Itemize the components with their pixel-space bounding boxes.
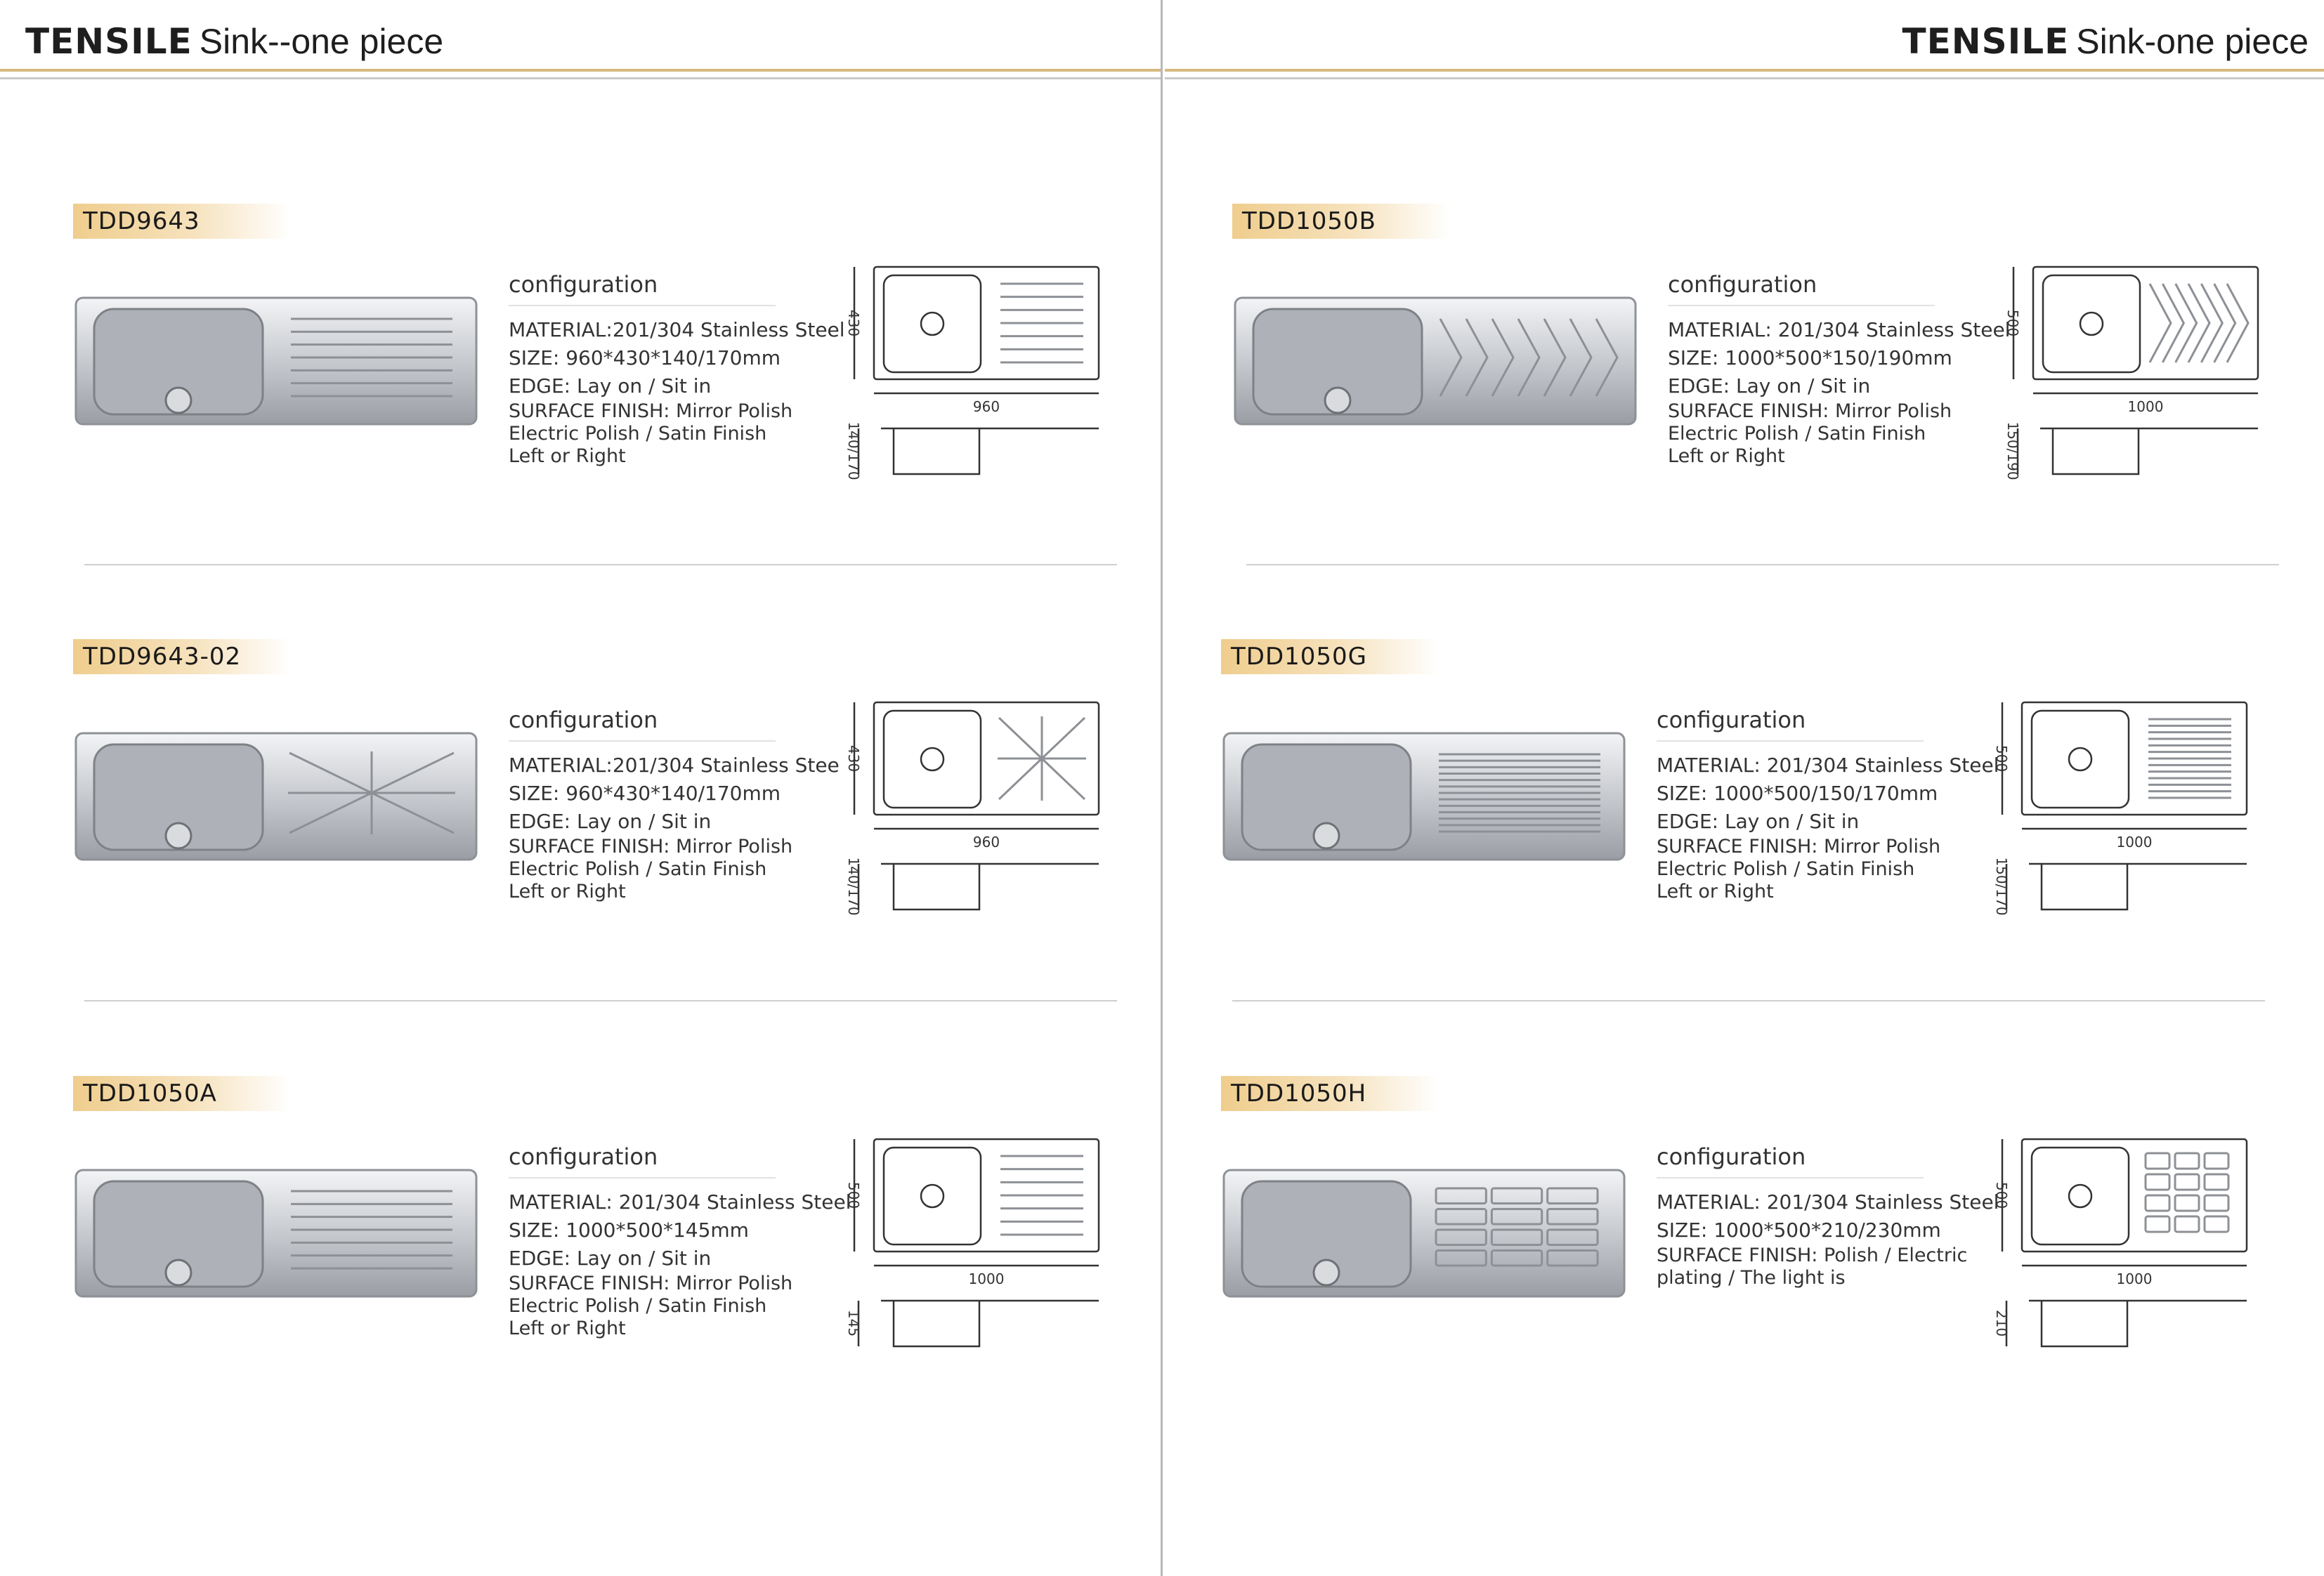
sink-photo xyxy=(1232,288,1640,442)
drainboard-groove xyxy=(2227,284,2248,362)
dim-depth-label: 210 xyxy=(1993,1309,2010,1337)
dim-length-label: 1000 xyxy=(2116,834,2153,851)
drawing-frame xyxy=(1987,1132,2254,1388)
spec-edge: EDGE: Lay on / Sit in xyxy=(1668,374,1871,398)
spec-block xyxy=(1668,271,2010,468)
product-code-tag: TDD9643-02 xyxy=(73,639,291,674)
drawing-side-bowl xyxy=(2042,864,2127,910)
spec-block xyxy=(509,707,840,903)
header-rule-gold xyxy=(1165,69,2324,72)
spec-heading: configuration xyxy=(509,1143,776,1178)
drawing-drain-icon xyxy=(921,1185,944,1207)
dim-width-label: 500 xyxy=(1993,744,2010,773)
drainboard-groove xyxy=(2214,284,2235,362)
page-header xyxy=(1902,21,2309,62)
drainboard-cell xyxy=(2146,1216,2169,1232)
product-code-tag: TDD1050A xyxy=(73,1076,291,1111)
dim-width-label: 500 xyxy=(845,1181,862,1209)
spec-size: SIZE: 1000*500*150/190mm xyxy=(1668,346,1952,369)
drawing-drainboard xyxy=(2146,1153,2228,1232)
technical-drawing xyxy=(839,695,1106,948)
spec-finish: Left or Right xyxy=(509,1318,626,1339)
spec-material: MATERIAL: 201/304 Stainless Steel xyxy=(1668,318,2011,341)
section-divider xyxy=(1232,1000,2265,1002)
spec-finish: Electric Polish / Satin Finish xyxy=(509,1295,767,1317)
page-header xyxy=(25,21,443,62)
drawing-bowl xyxy=(2043,275,2140,372)
drawing-frame xyxy=(1998,260,2265,516)
dim-width-label: 430 xyxy=(845,744,862,773)
drawing-drainboard xyxy=(1000,284,1083,362)
sink-photo-frame xyxy=(1221,1160,1628,1318)
dim-width-label: 500 xyxy=(1993,1181,2010,1209)
drain-icon xyxy=(166,823,191,848)
sink-photo xyxy=(1221,1160,1628,1315)
drawing-bowl xyxy=(2032,1148,2129,1245)
drawing-bowl xyxy=(884,275,981,372)
technical-drawing xyxy=(1987,1132,2254,1385)
drainboard-groove xyxy=(2201,284,2222,362)
drainboard-groove xyxy=(2150,284,2171,362)
header-rule-gold xyxy=(0,69,1161,72)
spec-material: MATERIAL: 201/304 Stainless Steel xyxy=(1657,754,1999,777)
spec-edge: EDGE: Lay on / Sit in xyxy=(1657,810,1860,833)
drainboard-cell xyxy=(2146,1195,2169,1211)
spec-size: SIZE: 1000*500*145mm xyxy=(509,1219,749,1242)
drain-icon xyxy=(1314,1260,1339,1285)
drain-icon xyxy=(166,388,191,413)
drainboard-cell xyxy=(2146,1174,2169,1190)
drainboard-cell xyxy=(2205,1174,2228,1190)
drainboard-cell xyxy=(2146,1153,2169,1169)
spec-size: SIZE: 960*430*140/170mm xyxy=(509,782,781,805)
dim-depth-label: 150/190 xyxy=(2004,421,2021,480)
drawing-drainboard xyxy=(998,716,1086,801)
drainboard-cell xyxy=(2175,1195,2199,1211)
spec-finish: Electric Polish / Satin Finish xyxy=(509,423,767,445)
dim-width-label: 430 xyxy=(845,309,862,337)
spec-heading: configuration xyxy=(1668,271,1935,306)
dim-length-label: 1000 xyxy=(2127,398,2164,415)
dim-depth-label: 150/170 xyxy=(1993,857,2010,916)
drawing-drainboard xyxy=(2148,719,2231,798)
spec-heading: configuration xyxy=(509,707,776,742)
spec-material: MATERIAL: 201/304 Stainless Steel xyxy=(509,1190,851,1214)
spec-material: MATERIAL:201/304 Stainless Stee xyxy=(509,754,840,777)
dim-width-label: 500 xyxy=(2004,309,2021,337)
drawing-drain-icon xyxy=(2069,748,2091,770)
drawing-bowl xyxy=(884,1148,981,1245)
spec-heading: configuration xyxy=(509,271,776,306)
product-card xyxy=(73,1076,1127,1511)
spec-finish: SURFACE FINISH: Mirror Polish xyxy=(1668,400,1952,422)
sink-photo-frame xyxy=(73,1160,481,1318)
drawing-drain-icon xyxy=(921,313,944,335)
spec-finish: Left or Right xyxy=(1668,445,1785,467)
spec-finish: SURFACE FINISH: Mirror Polish xyxy=(509,400,793,422)
section-divider xyxy=(84,1000,1117,1002)
drainboard-cell xyxy=(2205,1195,2228,1211)
spec-finish: SURFACE FINISH: Mirror Polish xyxy=(509,836,793,858)
drawing-side-bowl xyxy=(894,428,979,474)
spec-block xyxy=(509,271,845,468)
dim-depth-label: 145 xyxy=(845,1309,862,1337)
drawing-drain-icon xyxy=(2069,1185,2091,1207)
brand-name: TENSILE xyxy=(25,21,192,62)
technical-drawing xyxy=(839,260,1106,513)
product-card xyxy=(73,204,1127,639)
spec-finish: Left or Right xyxy=(1657,881,1774,902)
drain-icon xyxy=(1325,388,1350,413)
drawing-drainboard xyxy=(2150,284,2248,362)
drainboard-groove xyxy=(2176,284,2197,362)
drain-icon xyxy=(1314,823,1339,848)
product-code-tag: TDD1050G xyxy=(1221,639,1439,674)
drainboard-groove xyxy=(2162,284,2183,362)
brand-name: TENSILE xyxy=(1902,21,2070,62)
product-code-tag: TDD1050B xyxy=(1232,204,1450,239)
spec-material: MATERIAL:201/304 Stainless Steel xyxy=(509,318,845,341)
drawing-side-bowl xyxy=(894,864,979,910)
spec-size: SIZE: 1000*500/150/170mm xyxy=(1657,782,1938,805)
spec-finish: Electric Polish / Satin Finish xyxy=(1657,858,1915,880)
sink-photo-frame xyxy=(73,723,481,881)
drainboard-cell xyxy=(2205,1216,2228,1232)
sink-photo xyxy=(1221,723,1628,878)
drawing-top-view xyxy=(2033,267,2258,379)
spec-finish: SURFACE FINISH: Polish / Electric xyxy=(1657,1245,1968,1266)
spec-finish: Left or Right xyxy=(509,881,626,902)
spec-edge: EDGE: Lay on / Sit in xyxy=(509,374,712,398)
product-card xyxy=(1232,204,2286,639)
spec-block xyxy=(509,1143,851,1340)
spec-material: MATERIAL: 201/304 Stainless Steel xyxy=(1657,1190,1999,1214)
drawing-drainboard xyxy=(1000,1156,1083,1235)
technical-drawing xyxy=(839,1132,1106,1385)
spec-block xyxy=(1657,1143,1999,1289)
dim-length-label: 1000 xyxy=(968,1270,1005,1287)
sink-photo-frame xyxy=(1232,288,1640,445)
dim-depth-label: 140/170 xyxy=(845,421,862,480)
header-rule-gray xyxy=(0,77,1161,79)
dim-length-label: 1000 xyxy=(2116,1270,2153,1287)
drawing-drain-icon xyxy=(921,748,944,770)
dim-length-label: 960 xyxy=(972,834,1000,851)
drainboard-cell xyxy=(2175,1216,2199,1232)
section-divider xyxy=(1246,564,2279,565)
drawing-bowl xyxy=(2032,711,2129,808)
spec-block xyxy=(1657,707,1999,903)
product-code-tag: TDD1050H xyxy=(1221,1076,1439,1111)
section-divider xyxy=(84,564,1117,565)
catalog-page-right xyxy=(1162,0,2324,1576)
sink-photo xyxy=(73,723,481,878)
drain-icon xyxy=(166,1260,191,1285)
product-code-tag: TDD9643 xyxy=(73,204,291,239)
technical-drawing xyxy=(1987,695,2254,948)
spec-finish: Left or Right xyxy=(509,445,626,467)
spec-finish: SURFACE FINISH: Mirror Polish xyxy=(509,1273,793,1294)
spec-heading: configuration xyxy=(1657,1143,1924,1178)
drawing-frame xyxy=(1987,695,2254,951)
page-subtitle: Sink--one piece xyxy=(199,22,444,61)
spec-finish: Electric Polish / Satin Finish xyxy=(509,858,767,880)
drawing-side-bowl xyxy=(2053,428,2139,474)
spec-edge: EDGE: Lay on / Sit in xyxy=(509,810,712,833)
spec-finish: Electric Polish / Satin Finish xyxy=(1668,423,1926,445)
sink-photo xyxy=(73,1160,481,1315)
drawing-drain-icon xyxy=(2080,313,2103,335)
spec-edge: EDGE: Lay on / Sit in xyxy=(509,1247,712,1270)
drawing-frame xyxy=(839,1132,1106,1388)
drainboard-cell xyxy=(2175,1153,2199,1169)
sink-photo-frame xyxy=(1221,723,1628,881)
technical-drawing xyxy=(1998,260,2265,513)
spec-finish: plating / The light is xyxy=(1657,1267,1846,1289)
drawing-bowl xyxy=(884,711,981,808)
drawing-frame xyxy=(839,695,1106,951)
page-subtitle: Sink-one piece xyxy=(2076,22,2309,61)
drawing-frame xyxy=(839,260,1106,516)
sink-photo-frame xyxy=(73,288,481,445)
sink-photo xyxy=(73,288,481,442)
product-card xyxy=(1221,639,2275,1075)
drainboard xyxy=(288,751,455,834)
drawing-side-bowl xyxy=(2042,1301,2127,1346)
spec-size: SIZE: 1000*500*210/230mm xyxy=(1657,1219,1941,1242)
product-card xyxy=(1221,1076,2275,1511)
header-rule-gray xyxy=(1165,77,2324,79)
spec-finish: SURFACE FINISH: Mirror Polish xyxy=(1657,836,1941,858)
drainboard-cell xyxy=(2175,1174,2199,1190)
drainboard-groove xyxy=(2188,284,2209,362)
dim-length-label: 960 xyxy=(972,398,1000,415)
drawing-side-bowl xyxy=(894,1301,979,1346)
drainboard-cell xyxy=(2205,1153,2228,1169)
spec-size: SIZE: 960*430*140/170mm xyxy=(509,346,781,369)
product-card xyxy=(73,639,1127,1075)
spec-heading: configuration xyxy=(1657,707,1924,742)
dim-depth-label: 140/170 xyxy=(845,857,862,916)
